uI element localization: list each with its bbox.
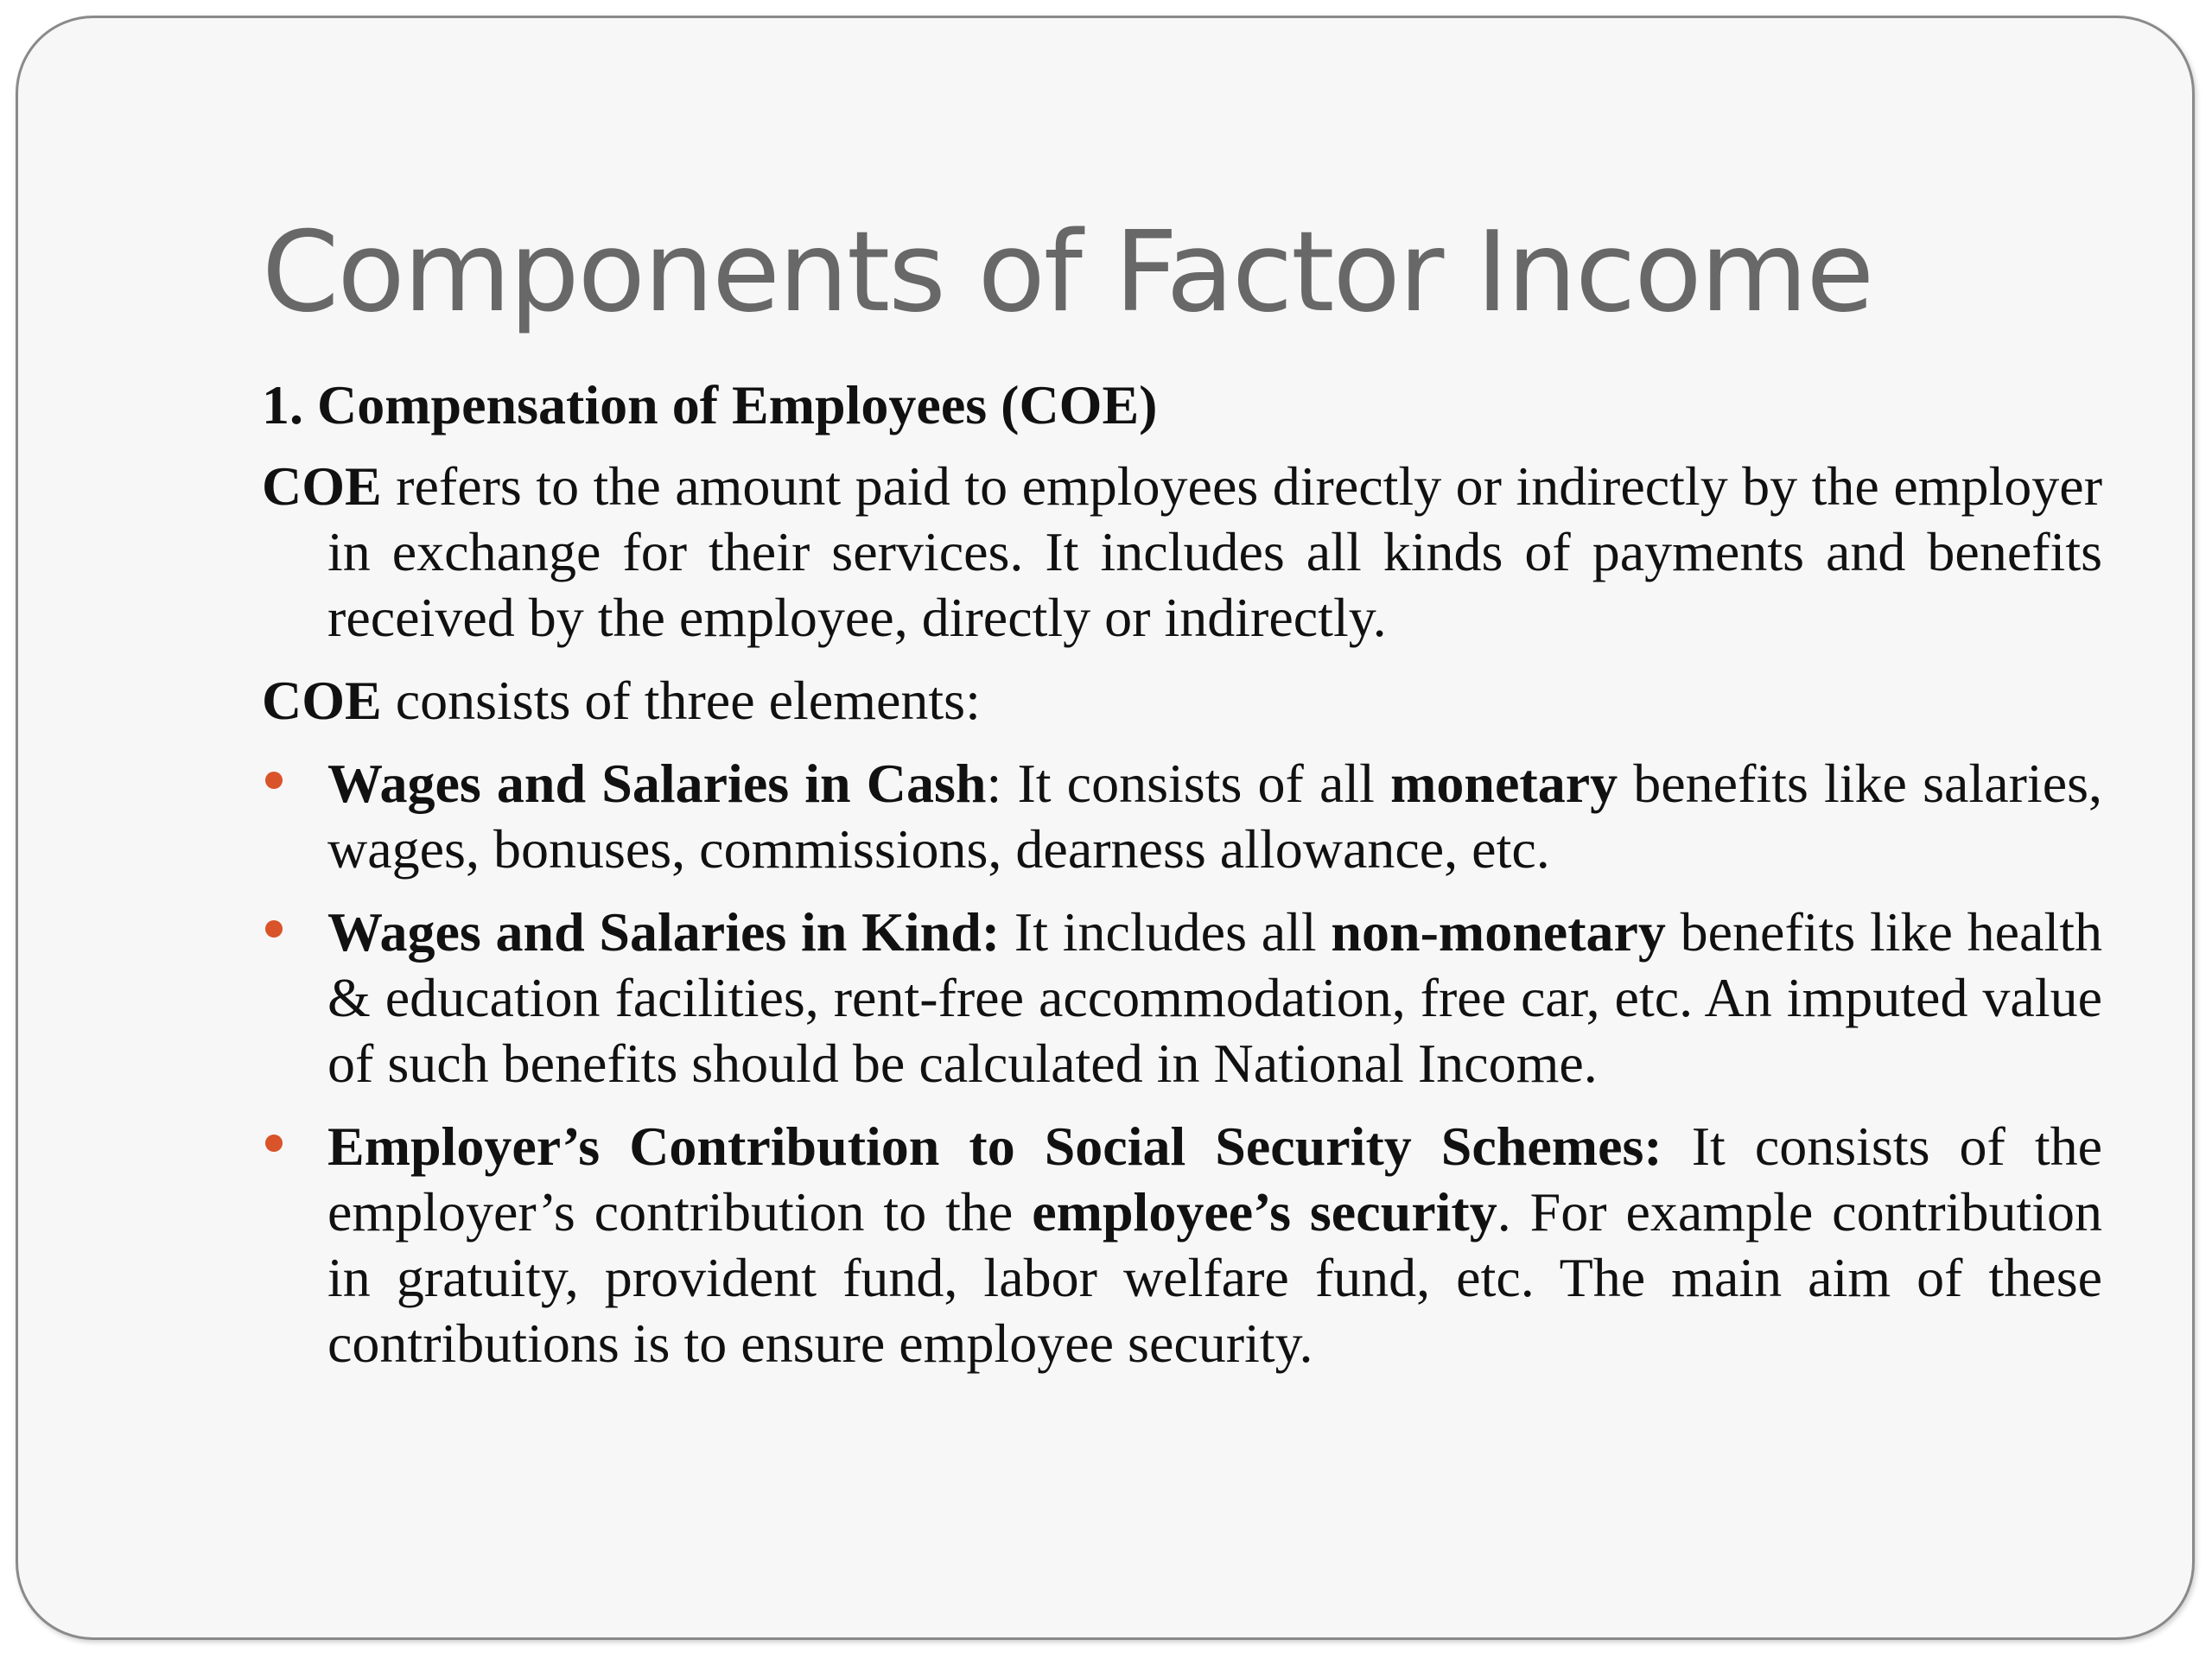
section-heading: 1. Compensation of Employees (COE) [262, 374, 1158, 435]
coe-term: COE [262, 670, 382, 731]
slide [16, 16, 2195, 1640]
bullet-dot-icon [265, 920, 283, 938]
bullet-emphasis: non-monetary [1331, 901, 1666, 963]
coe-elements-intro [262, 668, 2102, 734]
slide-content [262, 372, 2102, 1394]
bullet-text: : It consists of all [986, 753, 1391, 814]
bullet-text: . For example contribution in gratuity, provident fund, labor welfare fund, etc. The main aim of these contributions is to ensure employee security. [327, 1181, 2103, 1374]
slide-title: Components of Factor Income [262, 208, 1873, 337]
bullet-heading: Wages and Salaries in Kind: [327, 901, 1001, 963]
bullet-emphasis: employee’s security [1032, 1181, 1497, 1243]
bullet-text: It includes all [1000, 901, 1332, 963]
coe-elements-intro-text: consists of three elements: [381, 670, 981, 731]
bullet-text: benefits like salaries, wages, bonuses, commissions, dearness allowance, etc. [327, 753, 2103, 880]
elements-list [262, 751, 2102, 1376]
coe-term: COE [262, 455, 382, 517]
coe-definition [262, 454, 2102, 651]
list-item [262, 1114, 2102, 1376]
bullet-heading: Employer’s Contribution to Social Security Schemes: [327, 1116, 1662, 1177]
bullet-text: benefits like health & education facilities, rent-free accommodation, free car, etc. An imputed value of such benefits should be calculated in National Income. [327, 901, 2102, 1094]
list-item [262, 751, 2102, 882]
bullet-dot-icon [265, 1135, 283, 1152]
list-item [262, 899, 2102, 1096]
bullet-emphasis: monetary [1390, 753, 1618, 814]
bullet-text: It consists of the employer’s contribution to the [327, 1116, 2103, 1243]
bullet-heading: Wages and Salaries in Cash [327, 753, 987, 814]
bullet-dot-icon [265, 772, 283, 789]
coe-definition-text: refers to the amount paid to employees directly or indirectly by the employer in exchange for their services. It includes all kinds of payments and benefits received by the employee, directly or indirectly. [327, 455, 2102, 648]
